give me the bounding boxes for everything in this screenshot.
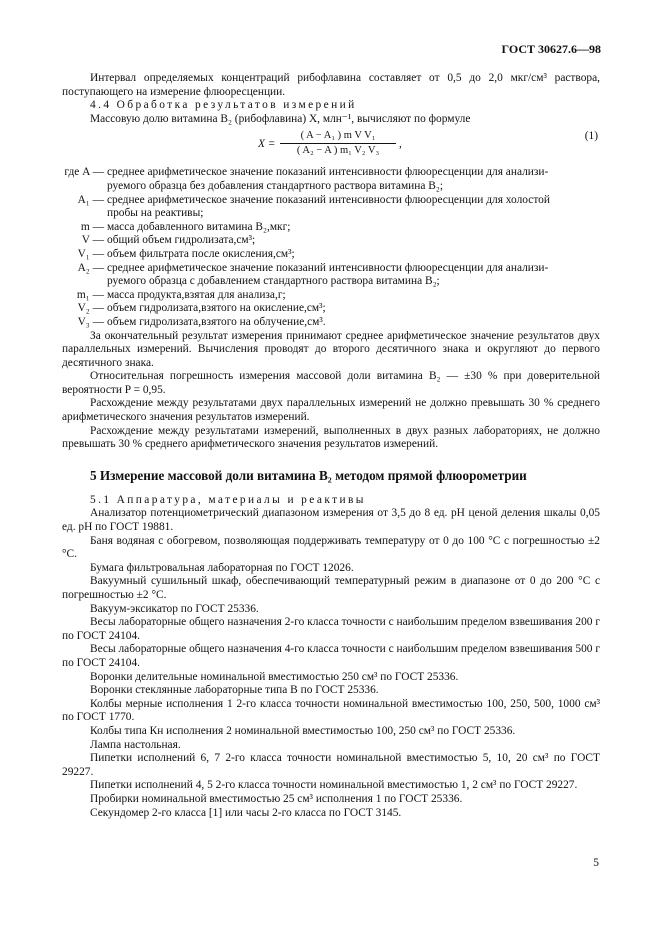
formula-denominator: ( A₂ − A ) m₁ V₂ V₃ [296, 145, 380, 157]
definition-row [62, 221, 600, 235]
equipment-item: Анализатор потенциометрический диапазоном измерения от 3,5 до 8 ед. pH ценой деления шкалы 0,05 ед. pH по ГОСТ 19881. [62, 507, 600, 534]
definition-text: объем гидролизата,взятого на окисление,см³; [107, 302, 326, 315]
para-discrepancy-labs: Расхождение между результатами измерений, выполненных в двух разных лабораториях, не должно превышать 30 % среднего арифметического значения результатов измерений. [62, 424, 600, 451]
definition-row [62, 262, 600, 289]
equipment-item: Весы лабораторные общего назначения 4-го класса точности с наибольшим пределом взвешивания 500 г по ГОСТ 24104. [62, 643, 600, 669]
symbol-definitions [62, 166, 600, 329]
formula-comma: , [399, 138, 402, 151]
equipment-item: Секундомер 2-го класса [1] или часы 2-го класса по ГОСТ 3145. [90, 806, 402, 819]
equipment-item: Пипетки исполнений 4, 5 2-го класса точности номинальной вместимостью 1, 2 см³ по ГОСТ 29227. [90, 779, 578, 792]
equipment-item: Колбы типа Кн исполнения 2 номинальной вместимостью 100, 250 см³ по ГОСТ 25336. [90, 724, 516, 737]
equipment-item: Воронки стеклянные лабораторные типа В по ГОСТ 25336. [90, 684, 379, 697]
definition-symbol: V₁ — [77, 247, 104, 260]
definition-text: среднее арифметическое значение показаний интенсивности флюоресценции для холостой [107, 193, 550, 206]
section-5-1-title: 5.1 Аппаратура, материалы и реактивы [90, 493, 366, 506]
definition-symbol: где A — [64, 166, 104, 179]
formula-numerator: ( A − A₁ ) m V V₁ [280, 129, 396, 144]
equipment-item: Вакуумный сушильный шкаф, обеспечивающий температурный режим в диапазоне от 0 до 200 °С с погрешностью ±2 °С. [62, 575, 600, 601]
definition-text: масса продукта,взятая для анализа,г; [107, 288, 286, 301]
definition-symbol: V — [81, 234, 104, 247]
section-4-4-title: 4.4 Обработка результатов измерений [90, 99, 357, 112]
formula-fraction [280, 129, 396, 157]
formula-number: (1) [584, 130, 598, 143]
document-body [62, 72, 600, 820]
definition-symbol: m — [80, 220, 104, 233]
para-discrepancy-parallel: Расхождение между результатами двух параллельных измерений не должно превышать 30 % среднего арифметического значения результатов измерений. [62, 397, 600, 424]
para-interval: Интервал определяемых концентраций рибофлавина составляет от 0,5 до 2,0 мкг/см³ раствора, поступающего на измерение флюоресценции. [62, 72, 600, 98]
definition-row [62, 316, 600, 330]
definition-text: среднее арифметическое значение показаний интенсивности флюоресценции для анализи- [107, 166, 549, 179]
para-final-result: За окончательный результат измерения принимают среднее арифметическое значение результатов двух параллельных измерений. Вычисления проводят до второго десятичного знака и округляют до первого десятичного знака. [62, 329, 600, 369]
formula-lhs: X = [258, 138, 276, 151]
definition-text-cont: руемого образца без добавления стандартного раствора витамина B₂; [107, 179, 443, 192]
definition-symbol: V₃ — [77, 315, 104, 328]
definition-row [62, 194, 600, 221]
definition-row [62, 248, 600, 262]
definition-symbol: m₁ — [76, 288, 104, 301]
definition-text: общий объем гидролизата,см³; [107, 234, 256, 247]
equipment-item: Воронки делительные номинальной вместимостью 250 см³ по ГОСТ 25336. [90, 670, 459, 683]
equipment-item: Бумага фильтровальная лабораторная по ГОСТ 12026. [90, 561, 354, 574]
equipment-item: Вакуум-эксикатор по ГОСТ 25336. [90, 602, 259, 615]
definition-symbol: A₂ — [77, 261, 104, 274]
definition-symbol: A₁ — [77, 193, 104, 206]
equipment-item: Колбы мерные исполнения 1 2-го класса точности номинальной вместимостью 100, 250, 500, 1000 см³ по ГОСТ 1770. [62, 697, 600, 724]
equipment-item: Лампа настольная. [90, 738, 181, 751]
para-relative-error: Относительная погрешность измерения массовой доли витамина B₂ — ±30 % при доверительной вероятности P = 0,95. [62, 370, 600, 396]
equipment-item: Пробирки номинальной вместимостью 25 см³ исполнения 1 по ГОСТ 25336. [90, 792, 463, 805]
page-number: 5 [593, 857, 599, 869]
document-header: ГОСТ 30627.6—98 [501, 42, 601, 56]
equipment-item: Весы лабораторные общего назначения 2-го класса точности с наибольшим пределом взвешивания 200 г по ГОСТ 24104. [62, 616, 600, 642]
definition-text: объем гидролизата,взятого на облучение,см³. [107, 315, 326, 328]
definition-row [62, 302, 600, 316]
para-mass-fraction: Массовую долю витамина B₂ (рибофлавина) X, млн⁻¹, вычисляют по формуле [90, 112, 471, 125]
definition-row [62, 289, 600, 303]
definition-text-cont: руемого образца с добавлением стандартного раствора витамина B₂; [107, 275, 440, 288]
section-5-title: 5 Измерение массовой доли витамина B₂ методом прямой флюорометрии [90, 467, 527, 483]
equipment-item: Пипетки исполнений 6, 7 2-го класса точности номинальной вместимостью 5, 10, 20 см³ по ГОСТ 29227. [62, 752, 600, 778]
definition-text: среднее арифметическое значение показаний интенсивности флюоресценции для анализи- [107, 261, 549, 274]
definition-text: масса добавленного витамина B₂,мкг; [107, 220, 291, 233]
definition-symbol: V₂ — [77, 302, 104, 315]
definition-text: объем фильтрата после окисления,см³; [107, 247, 295, 260]
definition-text-cont: пробы на реактивы; [107, 207, 204, 220]
definition-row [62, 234, 600, 248]
formula-1 [62, 128, 600, 162]
equipment-item: Баня водяная с обогревом, позволяющая поддерживать температуру от 0 до 100 °С с погрешностью ±2 °С. [62, 534, 600, 561]
definition-row [62, 166, 600, 193]
